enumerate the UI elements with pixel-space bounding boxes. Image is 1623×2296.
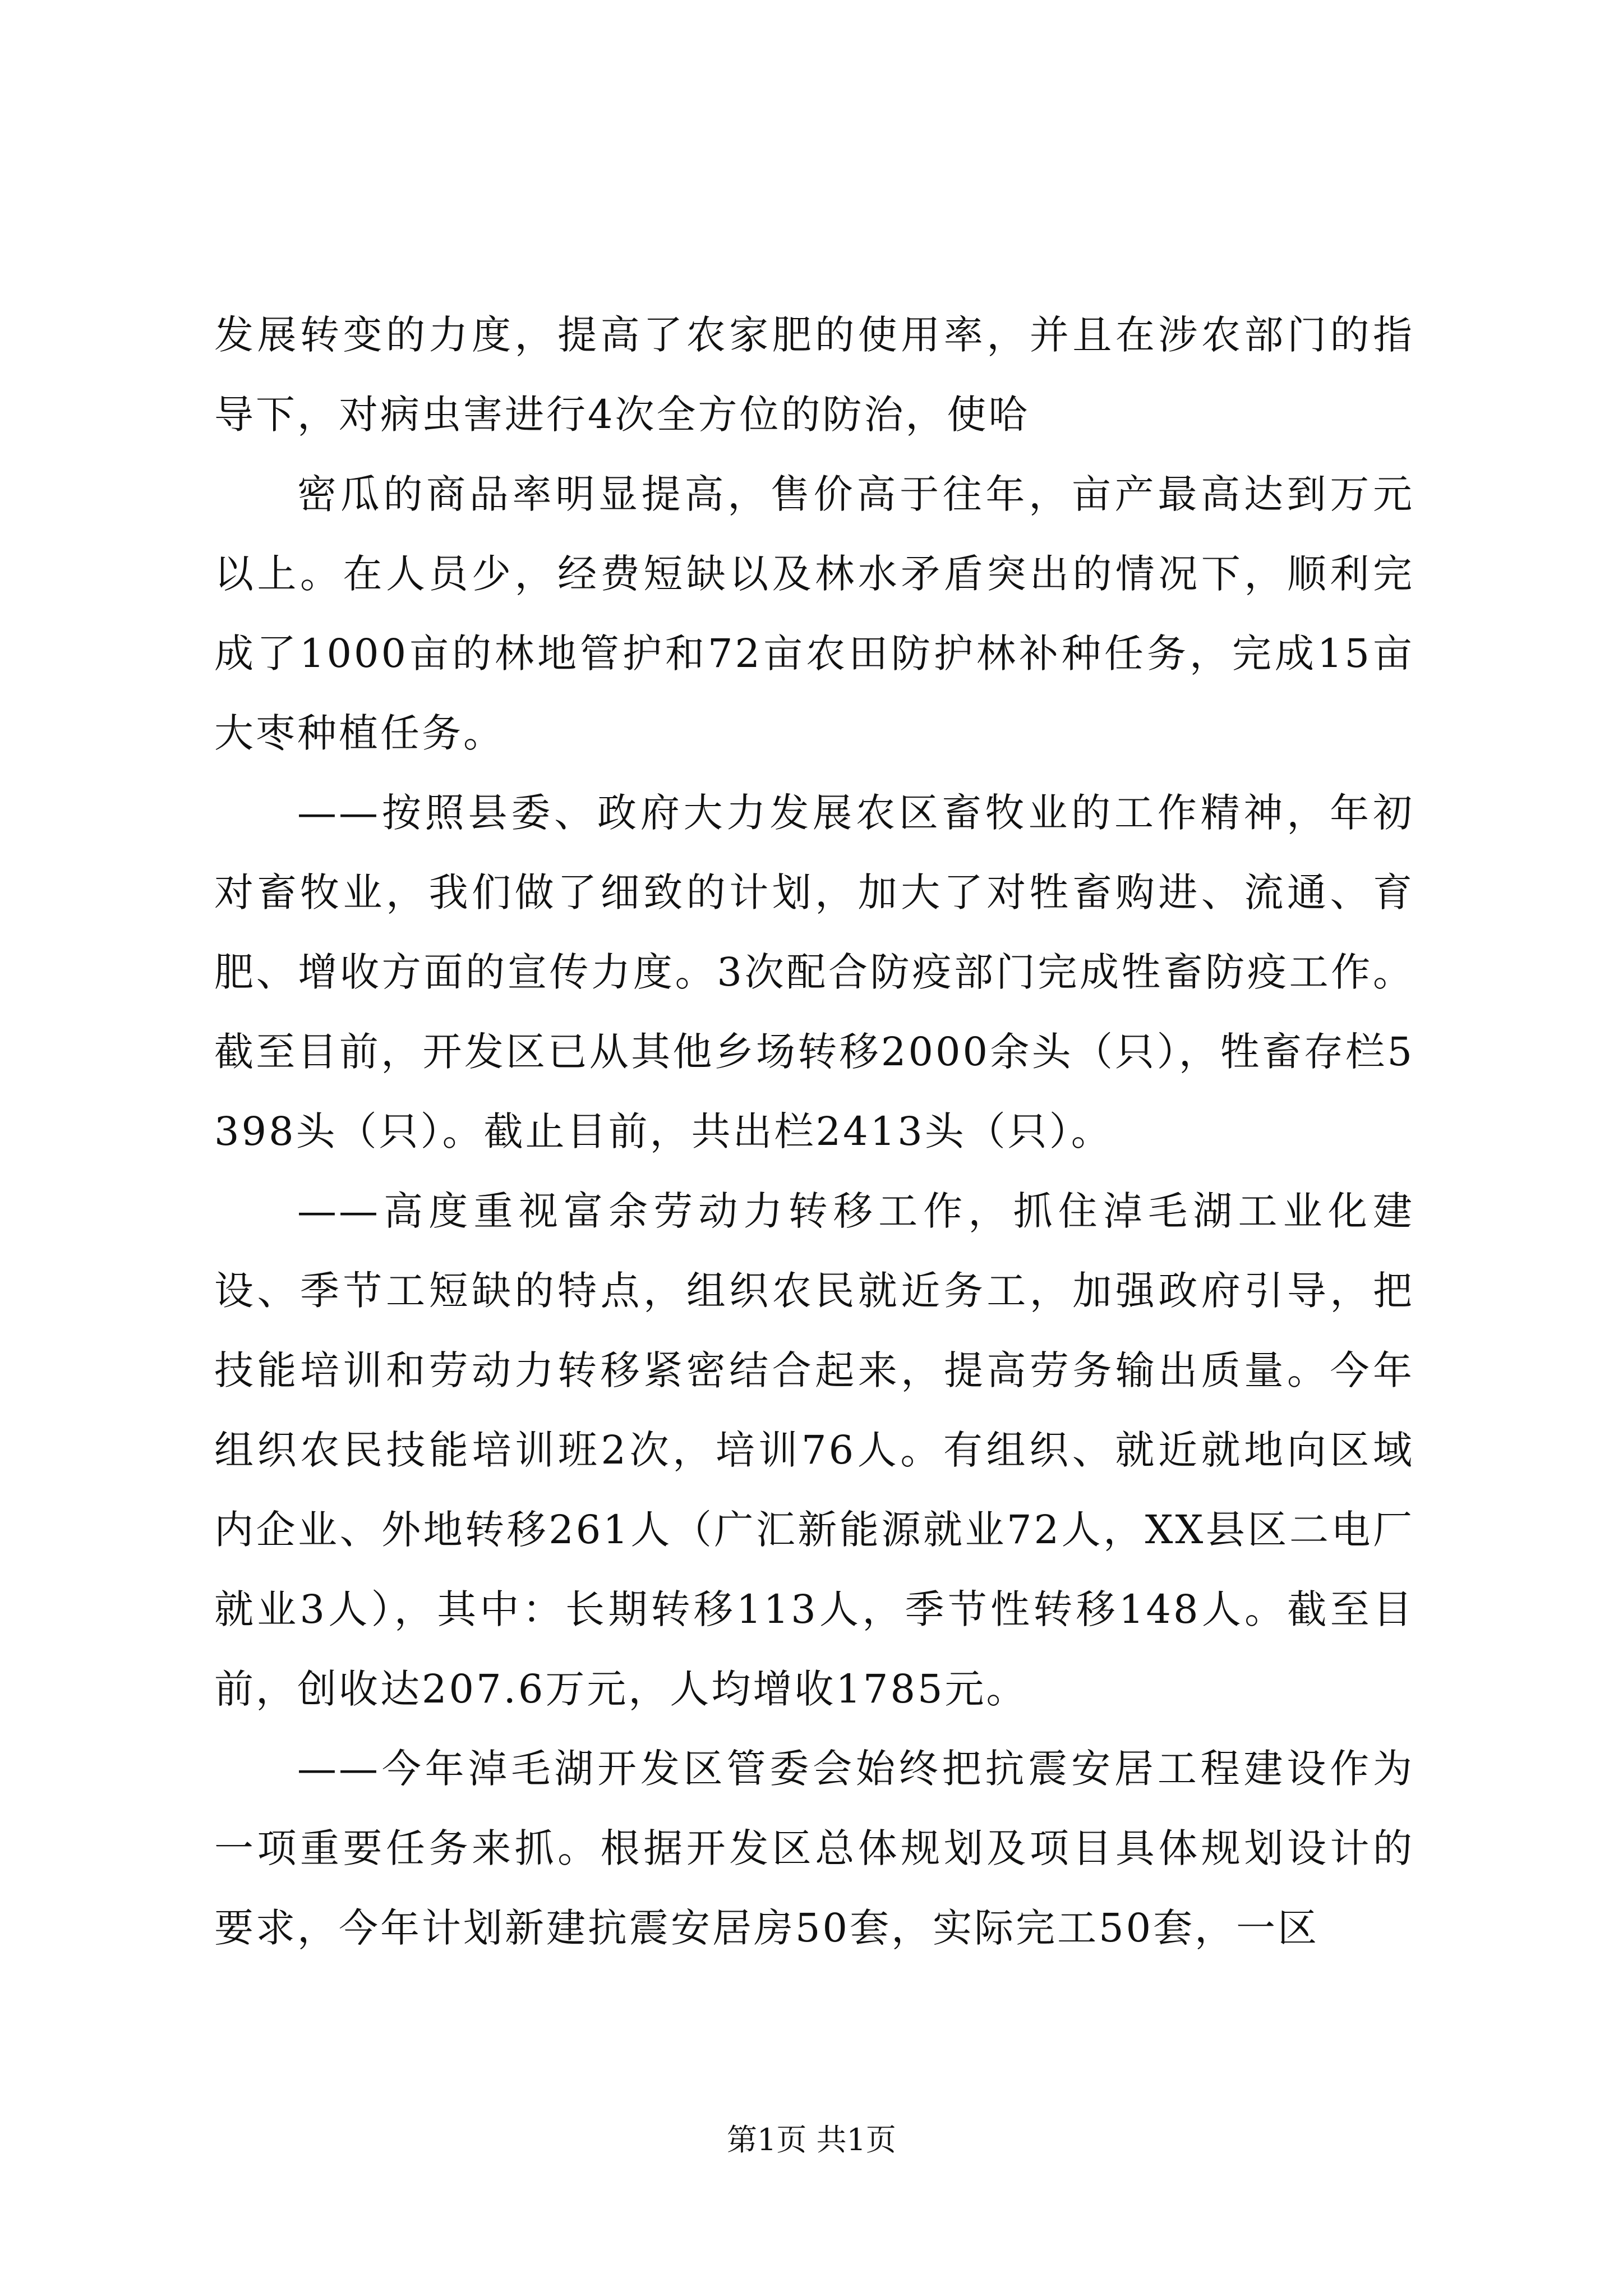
paragraph-continuation: 发展转变的力度，提高了农家肥的使用率，并且在涉农部门的指导下，对病虫害进行4次全方位的防治，使哈 <box>214 312 1414 438</box>
document-body <box>214 295 1414 1968</box>
page-footer: 第1页 共1页 <box>727 2122 896 2157</box>
paragraph-melon-forestry: 密瓜的商品率明显提高，售价高于往年，亩产最高达到万元以上。在人员少，经费短缺以及林水矛盾突出的情况下，顺利完成了1000亩的林地管护和72亩农田防护林补种任务，完成15亩大枣种植任务。 <box>214 471 1414 756</box>
paragraph-livestock: ——按照县委、政府大力发展农区畜牧业的工作精神，年初对畜牧业，我们做了细致的计划，加大了对牲畜购进、流通、育肥、增收方面的宣传力度。3次配合防疫部门完成牲畜防疫工作。截至目前，开发区已从其他乡场转移2000余头（只），牲畜存栏5398头（只）。截止目前，共出栏2413头（只）。 <box>214 790 1414 1154</box>
paragraph-housing: ——今年淖毛湖开发区管委会始终把抗震安居工程建设作为一项重要任务来抓。根据开发区总体规划及项目具体规划设计的要求，今年计划新建抗震安居房50套，实际完工50套，一区 <box>214 1746 1414 1951</box>
paragraph-labor-transfer: ——高度重视富余劳动力转移工作，抓住淖毛湖工业化建设、季节工短缺的特点，组织农民就近务工，加强政府引导，把技能培训和劳动力转移紧密结合起来，提高劳务输出质量。今年组织农民技能培训班2次，培训76人。有组织、就近就地向区域内企业、外地转移261人（广汇新能源就业72人，XX县区二电厂就业3人），其中：长期转移113人，季节性转移148人。截至目前，创收达207.6万元，人均增收1785元。 <box>214 1188 1414 1712</box>
